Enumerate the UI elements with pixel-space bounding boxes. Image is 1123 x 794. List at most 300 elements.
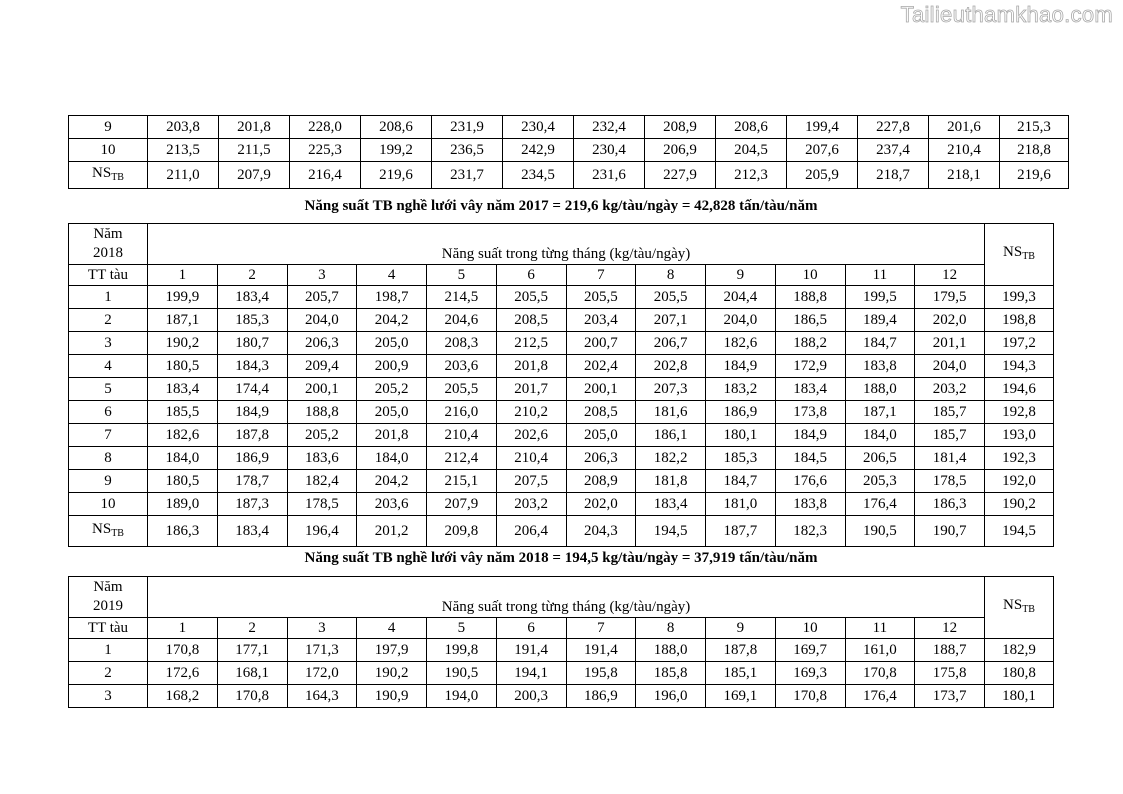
month-average: 218,1 (929, 162, 1000, 189)
month-value: 210,4 (496, 447, 566, 470)
month-value: 171,3 (287, 639, 357, 662)
month-value: 190,2 (357, 662, 427, 685)
month-value: 164,3 (287, 685, 357, 708)
month-average: 212,3 (716, 162, 787, 189)
month-number: 6 (496, 618, 566, 639)
month-value: 188,8 (287, 401, 357, 424)
month-value: 190,9 (357, 685, 427, 708)
vessel-number: 1 (69, 286, 148, 309)
month-value: 174,4 (217, 378, 287, 401)
table-row (69, 378, 1054, 401)
month-value: 194,0 (427, 685, 497, 708)
month-value: 208,9 (645, 116, 716, 139)
month-value: 190,2 (148, 332, 218, 355)
month-value: 194,1 (496, 662, 566, 685)
month-value: 183,8 (775, 493, 845, 516)
month-number: 10 (775, 618, 845, 639)
month-value: 200,9 (357, 355, 427, 378)
vessel-number: 9 (69, 470, 148, 493)
month-value: 205,2 (357, 378, 427, 401)
caption-2017: Năng suất TB nghề lưới vây năm 2017 = 219,6 kg/tàu/ngày = 42,828 tấn/tàu/năm (304, 198, 818, 214)
row-average: 199,3 (985, 286, 1054, 309)
table-row (69, 355, 1054, 378)
month-value: 199,2 (361, 139, 432, 162)
month-value: 204,2 (357, 309, 427, 332)
vessel-number: 3 (69, 685, 148, 708)
month-value: 184,3 (217, 355, 287, 378)
table-2017-tail (68, 115, 1069, 189)
month-average: 196,4 (287, 516, 357, 547)
row-average: 193,0 (985, 424, 1054, 447)
month-value: 207,6 (787, 139, 858, 162)
month-average: 211,0 (148, 162, 219, 189)
month-value: 188,0 (845, 378, 915, 401)
ns-subscript: TB (111, 527, 124, 539)
header-row (69, 577, 1054, 618)
month-value: 199,9 (148, 286, 218, 309)
month-value: 212,5 (496, 332, 566, 355)
month-value: 205,5 (427, 378, 497, 401)
month-value: 207,5 (496, 470, 566, 493)
month-value: 197,9 (357, 639, 427, 662)
ns-subscript: TB (1022, 251, 1035, 262)
month-number: 8 (636, 618, 706, 639)
month-number: 4 (357, 618, 427, 639)
month-value: 205,3 (845, 470, 915, 493)
table-row (69, 470, 1054, 493)
vessel-number: 5 (69, 378, 148, 401)
month-average: 207,9 (219, 162, 290, 189)
month-number: 11 (845, 618, 915, 639)
month-value: 205,5 (566, 286, 636, 309)
month-average: 205,9 (787, 162, 858, 189)
month-value: 168,1 (217, 662, 287, 685)
month-value: 169,3 (775, 662, 845, 685)
table-2019 (68, 576, 1054, 708)
month-average: 219,6 (361, 162, 432, 189)
month-value: 177,1 (217, 639, 287, 662)
month-number: 5 (427, 618, 497, 639)
month-value: 185,1 (706, 662, 776, 685)
month-value: 232,4 (574, 116, 645, 139)
month-number-row (69, 265, 1054, 286)
vessel-number: 2 (69, 662, 148, 685)
month-average: 182,3 (775, 516, 845, 547)
month-value: 183,4 (217, 286, 287, 309)
month-value: 213,5 (148, 139, 219, 162)
month-value: 169,7 (775, 639, 845, 662)
row-average: 192,8 (985, 401, 1054, 424)
month-value: 199,5 (845, 286, 915, 309)
month-value: 208,9 (566, 470, 636, 493)
month-value: 205,5 (496, 286, 566, 309)
month-value: 176,6 (775, 470, 845, 493)
average-row-label (69, 516, 148, 547)
vessel-number: 6 (69, 401, 148, 424)
month-number: 1 (148, 618, 218, 639)
month-value: 168,2 (148, 685, 218, 708)
month-value: 187,8 (706, 639, 776, 662)
month-value: 201,8 (357, 424, 427, 447)
year-word: Năm (93, 579, 123, 595)
year-value: 2019 (93, 598, 123, 614)
month-value: 181,0 (706, 493, 776, 516)
month-average: 227,9 (645, 162, 716, 189)
month-average: 190,5 (845, 516, 915, 547)
month-value: 176,4 (845, 493, 915, 516)
row-average: 192,3 (985, 447, 1054, 470)
row-average: 180,8 (985, 662, 1054, 685)
month-value: 188,8 (775, 286, 845, 309)
vessel-number: 1 (69, 639, 148, 662)
month-number: 8 (636, 265, 706, 286)
year-word: Năm (93, 226, 123, 242)
month-value: 195,8 (566, 662, 636, 685)
month-value: 169,1 (706, 685, 776, 708)
table-row (69, 309, 1054, 332)
month-value: 178,5 (915, 470, 985, 493)
month-value: 206,9 (645, 139, 716, 162)
month-number: 9 (706, 265, 776, 286)
month-value: 214,5 (427, 286, 497, 309)
ns-label: NS (92, 520, 112, 537)
month-value: 184,0 (357, 447, 427, 470)
month-value: 185,3 (217, 309, 287, 332)
month-value: 183,2 (706, 378, 776, 401)
overall-average: 219,6 (1000, 162, 1069, 189)
month-value: 206,3 (287, 332, 357, 355)
month-value: 208,5 (566, 401, 636, 424)
month-value: 209,4 (287, 355, 357, 378)
month-value: 185,3 (706, 447, 776, 470)
row-average: 182,9 (985, 639, 1054, 662)
month-value: 212,4 (427, 447, 497, 470)
vessel-number: 9 (69, 116, 148, 139)
month-value: 225,3 (290, 139, 361, 162)
caption-2018: Năng suất TB nghề lưới vây năm 2018 = 194,5 kg/tàu/ngày = 37,919 tấn/tàu/năm (304, 550, 818, 566)
months-header: Năng suất trong từng tháng (kg/tàu/ngày) (148, 224, 985, 265)
month-value: 202,0 (566, 493, 636, 516)
month-value: 201,6 (929, 116, 1000, 139)
ns-header (985, 577, 1054, 639)
month-value: 210,2 (496, 401, 566, 424)
table-row (69, 116, 1069, 139)
month-value: 188,7 (915, 639, 985, 662)
year-header (69, 224, 148, 265)
month-value: 200,7 (566, 332, 636, 355)
month-value: 199,8 (427, 639, 497, 662)
month-value: 200,3 (496, 685, 566, 708)
month-average: 231,6 (574, 162, 645, 189)
average-row-label (69, 162, 148, 189)
month-value: 189,0 (148, 493, 218, 516)
month-value: 204,6 (427, 309, 497, 332)
overall-average: 194,5 (985, 516, 1054, 547)
month-value: 205,5 (636, 286, 706, 309)
month-value: 204,2 (357, 470, 427, 493)
table-row (69, 286, 1054, 309)
month-value: 183,4 (775, 378, 845, 401)
month-value: 236,5 (432, 139, 503, 162)
month-value: 215,1 (427, 470, 497, 493)
month-value: 180,7 (217, 332, 287, 355)
month-value: 208,3 (427, 332, 497, 355)
header-row (69, 224, 1054, 265)
table-row (69, 493, 1054, 516)
month-value: 172,6 (148, 662, 218, 685)
month-value: 203,6 (357, 493, 427, 516)
month-value: 187,3 (217, 493, 287, 516)
month-value: 216,0 (427, 401, 497, 424)
month-number: 7 (566, 618, 636, 639)
month-value: 184,9 (217, 401, 287, 424)
month-value: 190,5 (427, 662, 497, 685)
month-value: 208,6 (361, 116, 432, 139)
month-number: 6 (496, 265, 566, 286)
month-value: 180,1 (706, 424, 776, 447)
month-number: 12 (915, 618, 985, 639)
month-number: 12 (915, 265, 985, 286)
row-average: 215,3 (1000, 116, 1069, 139)
row-average: 194,6 (985, 378, 1054, 401)
month-value: 208,5 (496, 309, 566, 332)
month-value: 170,8 (217, 685, 287, 708)
month-value: 185,7 (915, 424, 985, 447)
month-value: 187,1 (148, 309, 218, 332)
month-number: 9 (706, 618, 776, 639)
month-value: 198,7 (357, 286, 427, 309)
month-value: 202,6 (496, 424, 566, 447)
row-average: 190,2 (985, 493, 1054, 516)
table-row (69, 685, 1054, 708)
month-value: 183,8 (845, 355, 915, 378)
month-value: 182,2 (636, 447, 706, 470)
month-value: 178,5 (287, 493, 357, 516)
month-value: 181,4 (915, 447, 985, 470)
month-value: 185,7 (915, 401, 985, 424)
month-value: 202,8 (636, 355, 706, 378)
month-value: 210,4 (929, 139, 1000, 162)
month-value: 186,9 (706, 401, 776, 424)
month-value: 182,6 (706, 332, 776, 355)
average-row (69, 516, 1054, 547)
month-value: 183,6 (287, 447, 357, 470)
vessel-number: 10 (69, 139, 148, 162)
month-value: 230,4 (503, 116, 574, 139)
month-value: 185,8 (636, 662, 706, 685)
average-row (69, 162, 1069, 189)
month-value: 187,1 (845, 401, 915, 424)
month-value: 170,8 (148, 639, 218, 662)
month-value: 187,8 (217, 424, 287, 447)
table-row (69, 401, 1054, 424)
month-value: 183,4 (636, 493, 706, 516)
month-number: 1 (148, 265, 218, 286)
month-value: 202,4 (566, 355, 636, 378)
month-average: 234,5 (503, 162, 574, 189)
month-value: 227,8 (858, 116, 929, 139)
month-value: 181,6 (636, 401, 706, 424)
month-value: 189,4 (845, 309, 915, 332)
month-value: 207,1 (636, 309, 706, 332)
month-average: 218,7 (858, 162, 929, 189)
month-value: 204,0 (915, 355, 985, 378)
table-row (69, 332, 1054, 355)
vessel-number: 3 (69, 332, 148, 355)
month-value: 231,9 (432, 116, 503, 139)
month-value: 188,2 (775, 332, 845, 355)
month-value: 201,8 (219, 116, 290, 139)
month-value: 186,1 (636, 424, 706, 447)
month-value: 175,8 (915, 662, 985, 685)
table-row (69, 639, 1054, 662)
month-value: 204,0 (287, 309, 357, 332)
vessel-column-header: TT tàu (69, 265, 148, 286)
month-value: 200,1 (566, 378, 636, 401)
month-number: 5 (427, 265, 497, 286)
month-value: 184,7 (706, 470, 776, 493)
month-value: 172,0 (287, 662, 357, 685)
month-value: 186,9 (217, 447, 287, 470)
month-value: 188,0 (636, 639, 706, 662)
table-row (69, 424, 1054, 447)
month-value: 191,4 (496, 639, 566, 662)
month-value: 206,5 (845, 447, 915, 470)
month-number: 7 (566, 265, 636, 286)
month-value: 170,8 (775, 685, 845, 708)
month-value: 205,0 (357, 332, 427, 355)
month-value: 186,5 (775, 309, 845, 332)
month-value: 204,5 (716, 139, 787, 162)
ns-label: NS (1003, 597, 1023, 613)
month-value: 201,1 (915, 332, 985, 355)
month-value: 211,5 (219, 139, 290, 162)
month-value: 196,0 (636, 685, 706, 708)
vessel-number: 4 (69, 355, 148, 378)
month-value: 184,9 (706, 355, 776, 378)
month-value: 205,0 (357, 401, 427, 424)
month-value: 182,6 (148, 424, 218, 447)
month-value: 173,8 (775, 401, 845, 424)
month-value: 181,8 (636, 470, 706, 493)
month-value: 202,0 (915, 309, 985, 332)
month-value: 206,3 (566, 447, 636, 470)
month-average: 186,3 (148, 516, 218, 547)
row-average: 180,1 (985, 685, 1054, 708)
month-value: 180,5 (148, 470, 218, 493)
year-value: 2018 (93, 245, 123, 261)
row-average: 194,3 (985, 355, 1054, 378)
month-value: 186,9 (566, 685, 636, 708)
vessel-number: 10 (69, 493, 148, 516)
month-number-row (69, 618, 1054, 639)
month-value: 201,8 (496, 355, 566, 378)
month-value: 242,9 (503, 139, 574, 162)
months-header: Năng suất trong từng tháng (kg/tàu/ngày) (148, 577, 985, 618)
month-value: 203,2 (915, 378, 985, 401)
month-value: 237,4 (858, 139, 929, 162)
month-value: 199,4 (787, 116, 858, 139)
month-value: 203,8 (148, 116, 219, 139)
month-value: 186,3 (915, 493, 985, 516)
month-value: 201,7 (496, 378, 566, 401)
month-value: 203,6 (427, 355, 497, 378)
table-row (69, 662, 1054, 685)
month-average: 183,4 (217, 516, 287, 547)
month-average: 201,2 (357, 516, 427, 547)
month-average: 204,3 (566, 516, 636, 547)
month-value: 191,4 (566, 639, 636, 662)
month-value: 170,8 (845, 662, 915, 685)
ns-label: NS (1003, 244, 1023, 260)
month-value: 182,4 (287, 470, 357, 493)
month-average: 187,7 (706, 516, 776, 547)
month-value: 200,1 (287, 378, 357, 401)
month-average: 231,7 (432, 162, 503, 189)
row-average: 192,0 (985, 470, 1054, 493)
month-average: 209,8 (427, 516, 497, 547)
vessel-number: 7 (69, 424, 148, 447)
table-2018 (68, 223, 1054, 547)
ns-subscript: TB (1022, 604, 1035, 615)
month-average: 216,4 (290, 162, 361, 189)
row-average: 198,8 (985, 309, 1054, 332)
month-value: 204,4 (706, 286, 776, 309)
month-value: 205,7 (287, 286, 357, 309)
month-number: 2 (217, 265, 287, 286)
month-number: 11 (845, 265, 915, 286)
month-value: 208,6 (716, 116, 787, 139)
month-value: 210,4 (427, 424, 497, 447)
vessel-column-header: TT tàu (69, 618, 148, 639)
watermark: Tailieuthamkhao.com (900, 2, 1113, 27)
row-average: 218,8 (1000, 139, 1069, 162)
month-value: 184,9 (775, 424, 845, 447)
table-row (69, 447, 1054, 470)
row-average: 197,2 (985, 332, 1054, 355)
month-value: 185,5 (148, 401, 218, 424)
month-number: 3 (287, 265, 357, 286)
month-value: 184,0 (845, 424, 915, 447)
month-value: 205,2 (287, 424, 357, 447)
month-value: 179,5 (915, 286, 985, 309)
ns-subscript: TB (111, 171, 124, 183)
year-header (69, 577, 148, 618)
month-value: 228,0 (290, 116, 361, 139)
month-value: 203,2 (496, 493, 566, 516)
ns-label: NS (92, 164, 112, 181)
ns-header (985, 224, 1054, 286)
vessel-number: 8 (69, 447, 148, 470)
month-value: 184,7 (845, 332, 915, 355)
month-value: 203,4 (566, 309, 636, 332)
month-value: 205,0 (566, 424, 636, 447)
month-value: 206,7 (636, 332, 706, 355)
month-value: 178,7 (217, 470, 287, 493)
month-number: 2 (217, 618, 287, 639)
month-value: 204,0 (706, 309, 776, 332)
month-value: 172,9 (775, 355, 845, 378)
month-value: 184,5 (775, 447, 845, 470)
table-row (69, 139, 1069, 162)
month-average: 206,4 (496, 516, 566, 547)
month-value: 207,9 (427, 493, 497, 516)
month-average: 190,7 (915, 516, 985, 547)
vessel-number: 2 (69, 309, 148, 332)
month-value: 183,4 (148, 378, 218, 401)
month-value: 161,0 (845, 639, 915, 662)
month-value: 180,5 (148, 355, 218, 378)
